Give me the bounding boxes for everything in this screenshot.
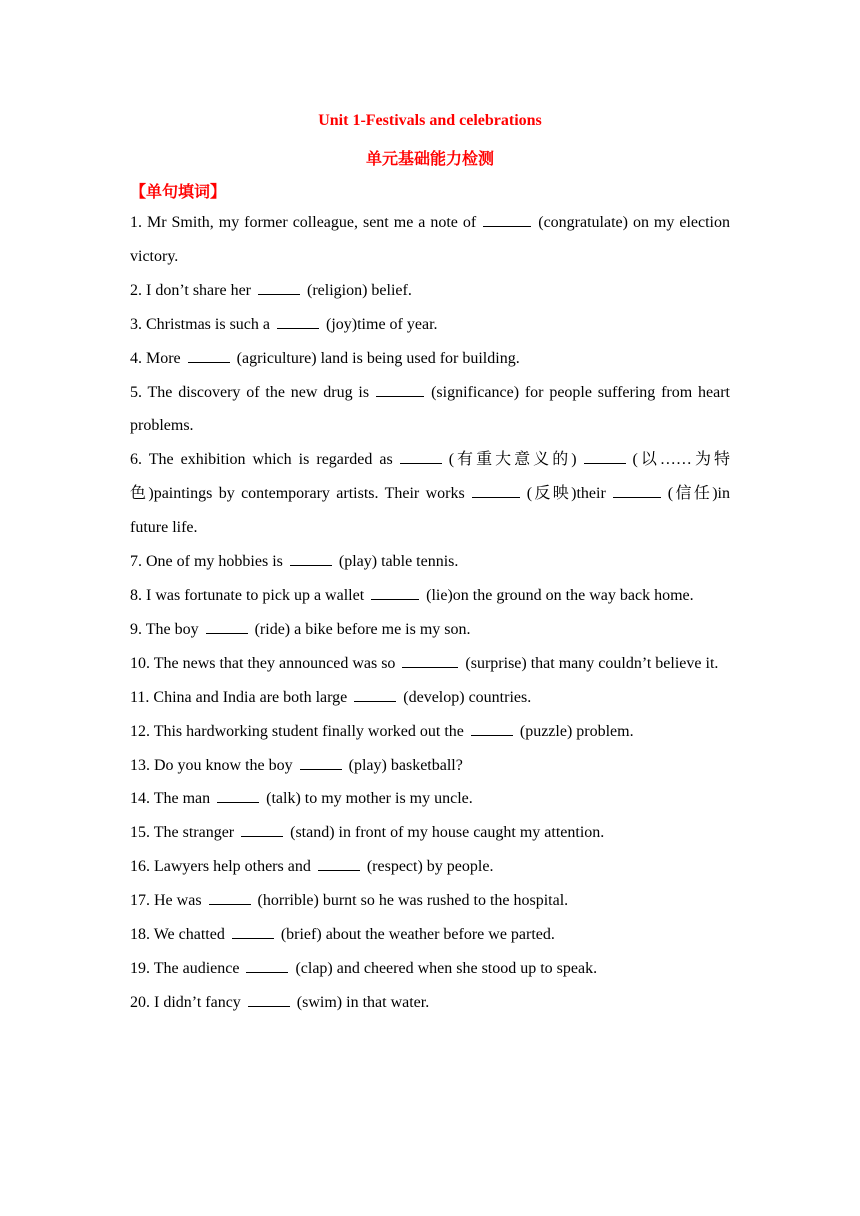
answer-blank[interactable] [241, 821, 283, 837]
question-6: 6. The exhibition which is regarded as (有重大意义的) (以……为特色)paintings by contemporary artists. Their works (反映)their (信任)in future life. [130, 443, 730, 545]
answer-blank[interactable] [277, 313, 319, 329]
answer-blank[interactable] [613, 482, 661, 498]
answer-blank[interactable] [217, 787, 259, 803]
question-5: 5. The discovery of the new drug is (significance) for people suffering from heart problems. [130, 376, 730, 444]
answer-blank[interactable] [400, 448, 442, 464]
answer-blank[interactable] [471, 720, 513, 736]
answer-blank[interactable] [584, 448, 626, 464]
answer-blank[interactable] [318, 855, 360, 871]
question-17: 17. He was (horrible) burnt so he was rushed to the hospital. [130, 884, 730, 918]
question-9: 9. The boy (ride) a bike before me is my son. [130, 613, 730, 647]
question-4: 4. More (agriculture) land is being used for building. [130, 342, 730, 376]
question-13: 13. Do you know the boy (play) basketball? [130, 749, 730, 783]
answer-blank[interactable] [300, 754, 342, 770]
question-2: 2. I don’t share her (religion) belief. [130, 274, 730, 308]
answer-blank[interactable] [376, 381, 424, 397]
answer-blank[interactable] [248, 991, 290, 1007]
question-19: 19. The audience (clap) and cheered when she stood up to speak. [130, 952, 730, 986]
question-8: 8. I was fortunate to pick up a wallet (lie)on the ground on the way back home. [130, 579, 730, 613]
answer-blank[interactable] [209, 889, 251, 905]
answer-blank[interactable] [258, 279, 300, 295]
answer-blank[interactable] [206, 618, 248, 634]
answer-blank[interactable] [246, 957, 288, 973]
answer-blank[interactable] [354, 686, 396, 702]
question-15: 15. The stranger (stand) in front of my house caught my attention. [130, 816, 730, 850]
question-14: 14. The man (talk) to my mother is my uncle. [130, 782, 730, 816]
question-7: 7. One of my hobbies is (play) table tennis. [130, 545, 730, 579]
question-20: 20. I didn’t fancy (swim) in that water. [130, 986, 730, 1020]
question-3: 3. Christmas is such a (joy)time of year. [130, 308, 730, 342]
answer-blank[interactable] [402, 652, 458, 668]
question-16: 16. Lawyers help others and (respect) by people. [130, 850, 730, 884]
answer-blank[interactable] [232, 923, 274, 939]
question-11: 11. China and India are both large (develop) countries. [130, 681, 730, 715]
question-10: 10. The news that they announced was so (surprise) that many couldn’t believe it. [130, 647, 730, 681]
document-title: Unit 1-Festivals and celebrations [318, 112, 542, 129]
question-12: 12. This hardworking student finally worked out the (puzzle) problem. [130, 715, 730, 749]
answer-blank[interactable] [483, 211, 531, 227]
answer-blank[interactable] [472, 482, 520, 498]
answer-blank[interactable] [188, 347, 230, 363]
document-subtitle: 单元基础能力检测 [365, 149, 494, 168]
question-18: 18. We chatted (brief) about the weather before we parted. [130, 918, 730, 952]
answer-blank[interactable] [290, 550, 332, 566]
section-heading: 【单句填词】 [130, 182, 227, 201]
question-1: 1. Mr Smith, my former colleague, sent me a note of (congratulate) on my election victory. [130, 206, 730, 274]
question-list [130, 206, 730, 1020]
answer-blank[interactable] [371, 584, 419, 600]
